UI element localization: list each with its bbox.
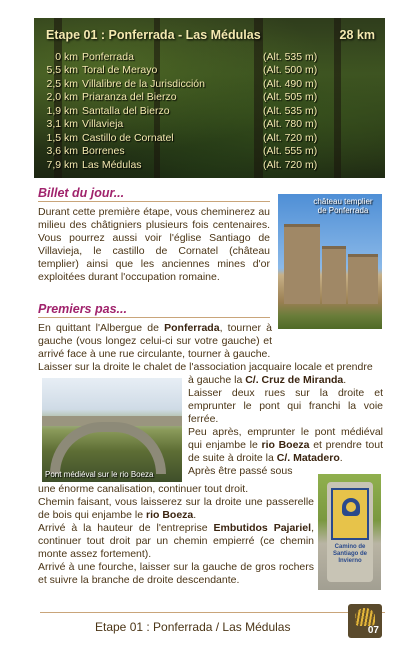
stage-altitude: (Alt. 500 m) [263,64,318,77]
stage-place: Castillo de Cornatel [82,131,174,144]
billet-heading: Billet du jour... [38,186,125,200]
stage-header [34,18,385,178]
premiers-divider [38,317,270,318]
premiers-p2-end [188,374,383,387]
page-number: 07 [367,625,379,636]
stage-row [46,145,325,159]
stage-km: 2,0 km [46,91,78,104]
camino-sign-photo [318,474,381,590]
stage-place: Toral de Merayo [82,64,158,77]
stage-km: 3,1 km [46,118,78,131]
scallop-shell-icon [355,608,375,626]
stage-place: Priaranza del Bierzo [82,91,177,104]
p6-dot: . [193,509,197,521]
premiers-p3: Laisser deux rues sur la droite et emprunter le pont qui franchi la voie ferrée. [188,387,383,425]
p7-company: Embutidos Pajariel [213,522,312,534]
p7-text-end: , continuer tout droit par un chemin empierré (ce chemin monte assez fortement). [38,522,314,560]
stage-place: Las Médulas [82,158,142,171]
premiers-p7 [38,522,314,561]
p4-dot: . [339,452,343,464]
p1-text: En quittant l'Albergue de [38,322,165,334]
premiers-p2-start: Laisser sur la droite le chalet de l'association jacquaire locale et prendre [38,361,373,373]
p2-dot: . [343,374,347,386]
p7-text: Arrivé à la hauteur de l'entreprise [38,522,214,534]
stage-km: 1,5 km [46,131,78,144]
stage-place: Borrenes [82,145,125,158]
stage-row [46,104,325,118]
stage-km: 3,6 km [46,145,78,158]
stage-row [46,64,325,78]
stage-altitude: (Alt. 535 m) [263,50,318,63]
premiers-p4 [188,426,383,465]
stage-row [46,158,325,172]
stage-place: Ponferrada [82,50,134,63]
p1-place: Ponferrada [164,322,220,334]
stage-altitude: (Alt. 535 m) [263,104,318,117]
stage-km: 2,5 km [46,77,78,90]
footer-divider [40,612,385,613]
footer-text: Etape 01 : Ponferrada / Las Médulas [95,620,291,634]
p4-river: rio Boeza [261,439,310,451]
billet-text: Durant cette première étape, vous cheminerez au milieu des châtigniers plusieurs fois centenaires. Vous pourrez aussi voir l'église Santiago de Villavieja, le castillo de Cornatel (château templier) ainsi que les anciennes mines d'or exploitées durant l'occupation romaine. [38,206,270,283]
premiers-p6 [38,496,314,522]
stage-row [46,118,325,132]
page-number-badge [348,604,382,638]
sign-text: Camino de Santiago de Invierno [332,544,367,564]
scallop-shell-icon [331,488,369,540]
p2-street: C/. Cruz de Miranda [245,374,344,386]
stage-km: 7,9 km [46,158,78,171]
p4-street: C/. Matadero [276,452,340,464]
stage-row [46,50,325,64]
bridge-photo [42,378,182,482]
bridge-caption: Pont médiéval sur le rio Boeza [45,470,154,479]
premiers-p5-start: Après être passé sous [188,465,293,477]
stage-place: Villalibre de la Jurisdicción [82,77,205,90]
stage-altitude: (Alt. 780 m) [263,118,318,131]
stage-row [46,91,325,105]
premiers-p8: Arrivé à une fourche, laisser sur la gauche de gros rochers et suivre la branche de droite descendante. [38,561,314,586]
p6-text: Chemin faisant, vous laisserez sur la droite une passerelle de bois qui enjambe le [38,496,314,521]
p6-river: rio Boeza [146,509,194,521]
premiers-p1-start [38,322,272,361]
stage-title: Etape 01 : Ponferrada - Las Médulas [46,28,261,42]
stage-altitude: (Alt. 555 m) [263,145,318,158]
premiers-p5-end: une énorme canalisation, continuer tout droit. [38,483,249,495]
stage-km: 0 km [55,50,78,63]
p1-text-end: , tourner à gauche (vous longez celui-ci sur votre gauche) et arrivé face à une rue circulante, tourner à gauche. [38,322,272,360]
page-footer [0,600,417,658]
stage-row [46,131,325,145]
stage-title-row [46,26,375,44]
stage-distance: 28 km [339,28,375,42]
stage-place: Villavieja [82,118,124,131]
stage-km: 1,9 km [46,104,78,117]
billet-divider [38,201,270,202]
stage-row [46,77,325,91]
p4-text-mid: et prendre tout de suite à droite la [188,439,383,464]
stage-place: Santalla del Bierzo [82,104,170,117]
stage-altitude: (Alt. 720 m) [263,131,318,144]
stage-km: 5,5 km [46,64,78,77]
p2-text: à gauche la [188,374,246,386]
premiers-heading: Premiers pas... [38,302,127,316]
stage-list [46,50,325,172]
p4-text: Peu après, emprunter le pont médiéval qui enjambe le [188,426,383,451]
castle-caption: château templier de Ponferrada [313,197,373,215]
stage-altitude: (Alt. 490 m) [263,77,318,90]
castle-photo [278,194,382,329]
stage-altitude: (Alt. 720 m) [263,158,318,171]
stage-altitude: (Alt. 505 m) [263,91,318,104]
